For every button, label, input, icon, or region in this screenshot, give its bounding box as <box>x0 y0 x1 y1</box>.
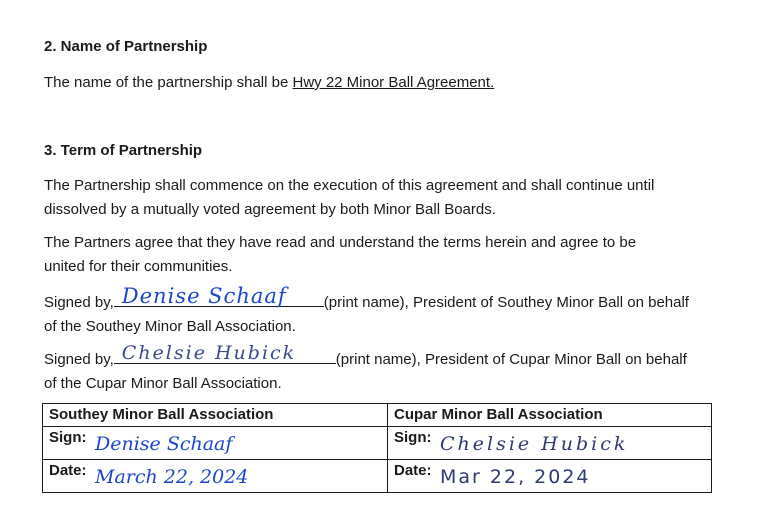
date-label: Date: <box>49 462 87 479</box>
handwritten-name-cupar: Chelsie Hubick <box>121 342 297 364</box>
southey-date-cell <box>43 460 388 493</box>
signed-by-suffix: (print name), President of Cupar Minor Ball on behalf <box>335 351 687 368</box>
section-3-heading: 3. Term of Partnership <box>44 142 203 159</box>
handwritten-name-southey: Denise Schaaf <box>121 284 287 308</box>
section-2-text <box>44 71 744 95</box>
southey-header: Southey Minor Ball Association <box>43 404 388 427</box>
signed-by-line-2: of the Cupar Minor Ball Association. <box>44 375 282 392</box>
cupar-header: Cupar Minor Ball Association <box>388 404 712 427</box>
signature-statement-southey <box>44 284 689 339</box>
agreement-paragraph-line-2: united for their communities. <box>44 258 233 275</box>
signature-statement-cupar <box>44 342 687 396</box>
southey-signature: Denise Schaaf <box>95 433 233 455</box>
sign-row <box>43 427 712 460</box>
cupar-date-cell <box>388 460 712 493</box>
cupar-signature: Chelsie Hubick <box>440 433 629 455</box>
term-paragraph-line-1: The Partnership shall commence on the execution of this agreement and shall continue until <box>44 177 655 194</box>
partnership-name: Hwy 22 Minor Ball Agreement. <box>292 74 495 91</box>
date-row <box>43 460 712 493</box>
date-label: Date: <box>394 462 432 479</box>
signed-by-prefix: Signed by, <box>44 351 114 368</box>
cupar-sign-cell <box>388 427 712 460</box>
agreement-paragraph-line-1: The Partners agree that they have read and understand the terms herein and agree to be <box>44 234 637 251</box>
sign-label: Sign: <box>49 429 87 446</box>
print-name-blank <box>114 284 324 308</box>
cupar-date: Mar 22, 2024 <box>440 466 591 488</box>
signature-table <box>42 403 712 493</box>
signed-by-line-2: of the Southey Minor Ball Association. <box>44 318 296 335</box>
sign-label: Sign: <box>394 429 432 446</box>
southey-sign-cell <box>43 427 388 460</box>
term-paragraph-line-2: dissolved by a mutually voted agreement by both Minor Ball Boards. <box>44 201 496 218</box>
term-paragraph <box>44 174 744 222</box>
section-2-heading: 2. Name of Partnership <box>44 38 208 55</box>
southey-date: March 22, 2024 <box>95 466 249 488</box>
print-name-blank <box>114 342 336 364</box>
signed-by-prefix: Signed by, <box>44 294 114 311</box>
agreement-paragraph <box>44 231 744 279</box>
table-header-row <box>43 404 712 427</box>
partnership-intro-text: The name of the partnership shall be <box>44 74 293 91</box>
signed-by-suffix: (print name), President of Southey Minor Ball on behalf <box>323 294 689 311</box>
